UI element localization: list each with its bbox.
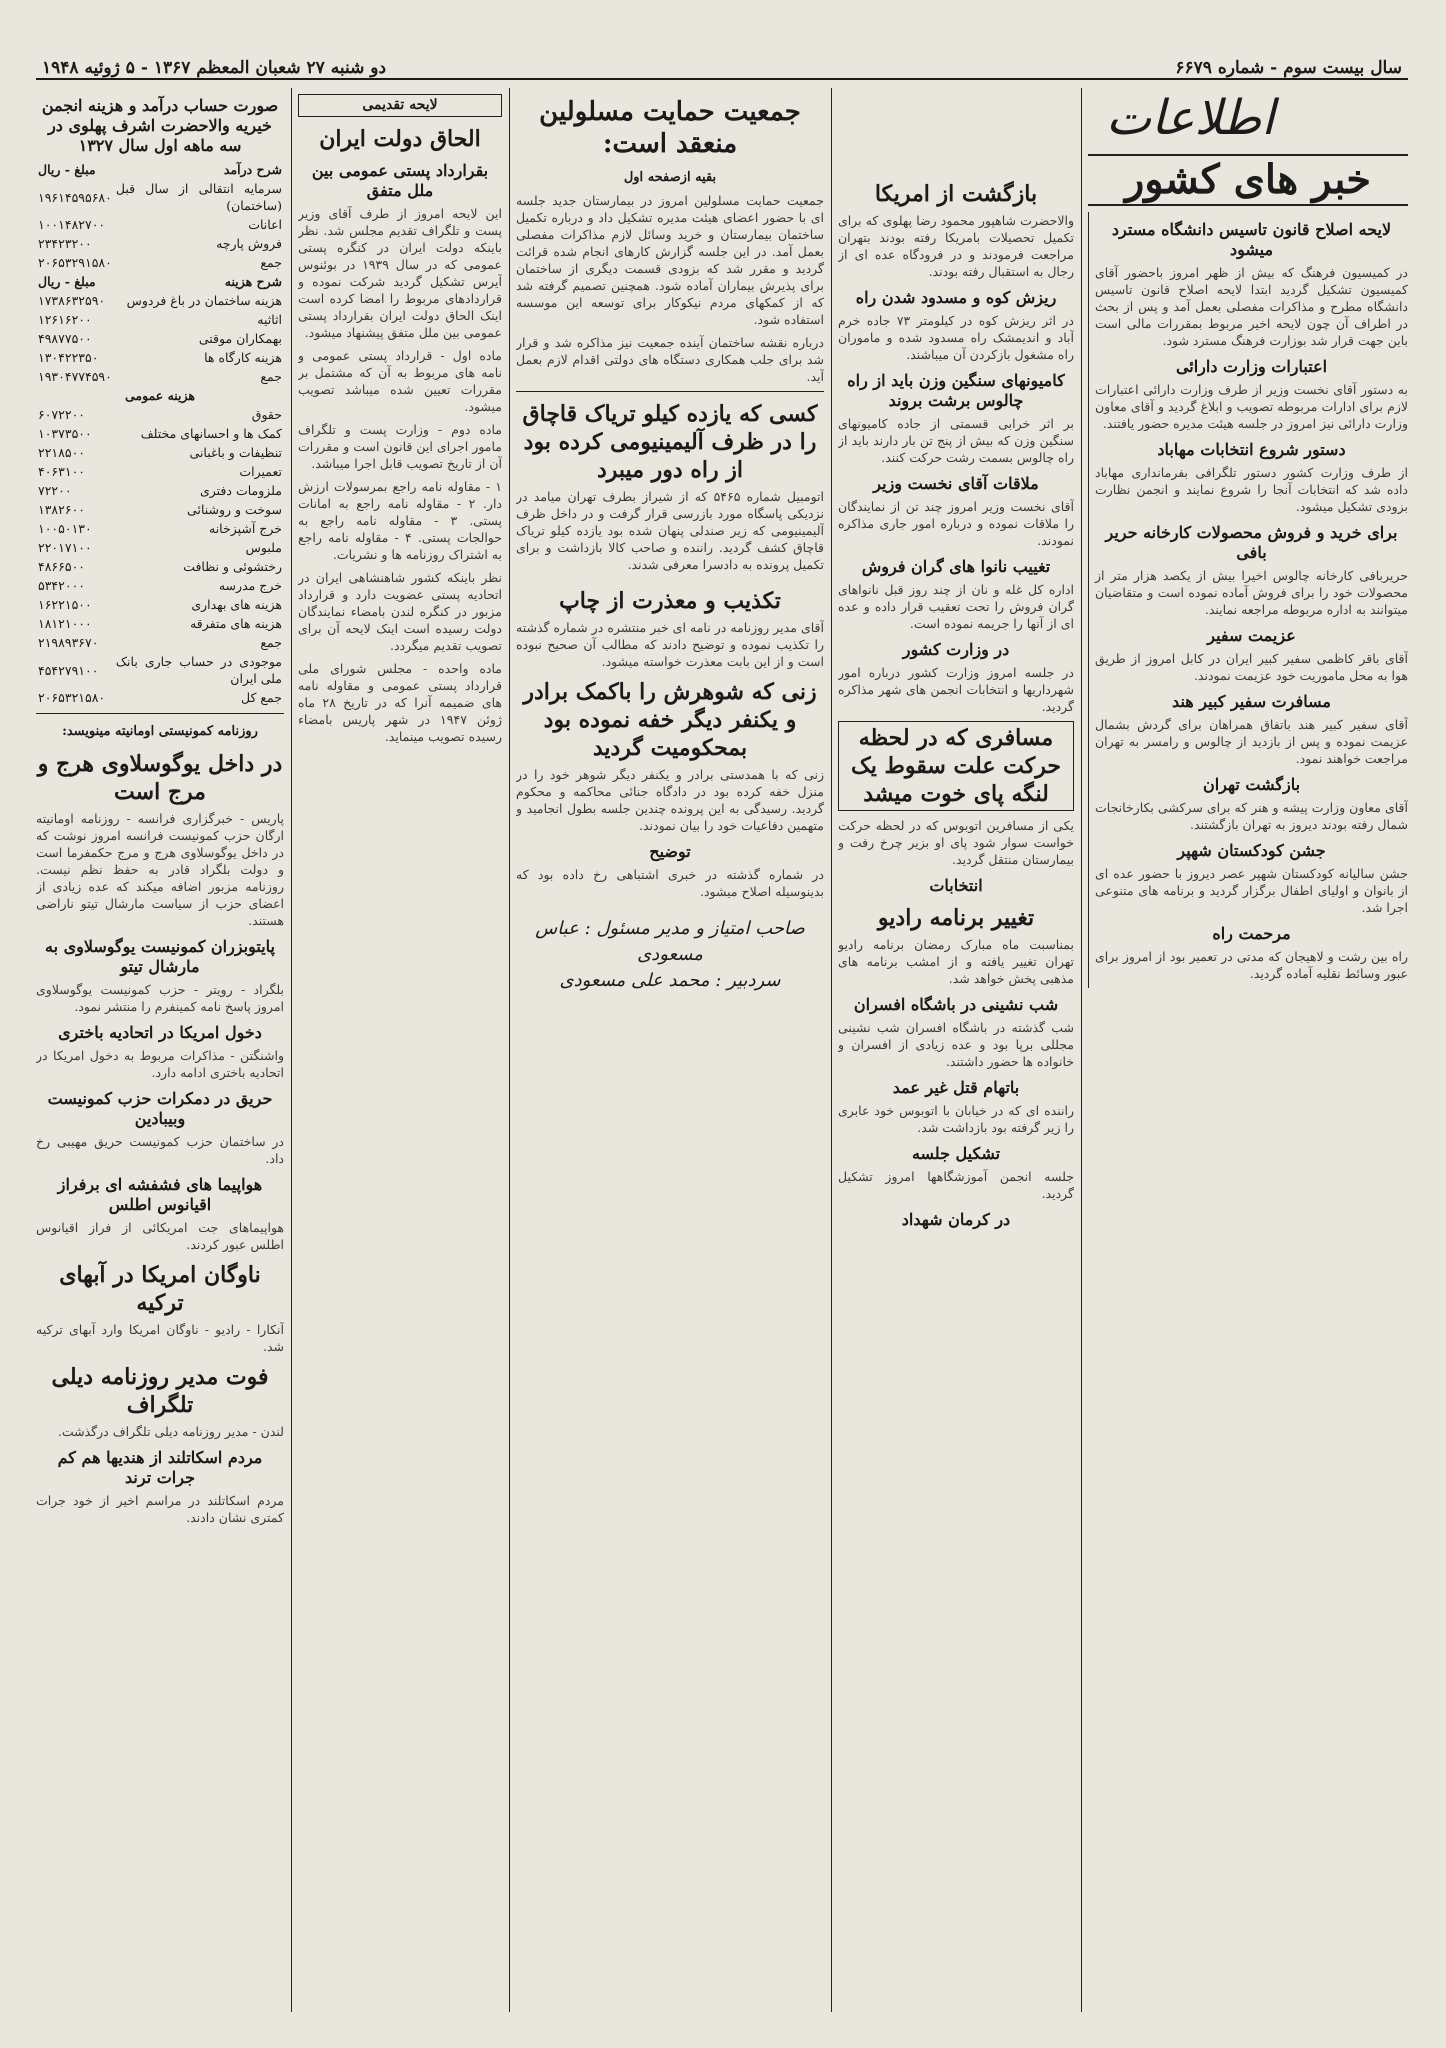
headline: مردم اسکاتلند از هندیها هم کم جرات ترند xyxy=(57,1448,263,1487)
col-news-3 xyxy=(516,88,824,2012)
article-text: ماده واحده - مجلس شورای ملی قرارداد پستی عمومی و مقاوله نامه های ضمیمه آنرا که در تاریخ ۲۸ ماه ژوئن ۱۹۴۷ در شهر پاریس بامضاء رسیده تصویب مینماید. xyxy=(298,661,502,744)
row-label: جمع xyxy=(260,369,282,384)
article-text: در کمیسیون فرهنگ که بیش از ظهر امروز باحضور آقای کمیسیون تشکیل گردید ابتدا لایحه اصلاح قانون تاسیس دانشگاه مطرح و مذاکرات مفصلی بعمل آمد و پس از بحث در اطراف آن چون لایحه اخیر مربوط بمقررات مالی است باین جهت قرار شد بوزارت فرهنگ مسترد شود. xyxy=(1095,265,1408,348)
section-banner: خبر های کشور xyxy=(1088,154,1408,206)
row-amount: ۴۹۸۷۷۵۰۰ xyxy=(38,331,92,346)
article-text: آقای باقر کاظمی سفیر کبیر ایران در کابل امروز از طریق هوا به محل ماموریت خود عزیمت نمودند. xyxy=(1095,651,1408,683)
table-row xyxy=(36,215,284,234)
column-rule xyxy=(1081,88,1082,2012)
statement-title: صورت حساب درآمد و هزینه انجمن خیریه والاحضرت اشرف پهلوی در سه ماهه اول سال ۱۳۲۷ xyxy=(41,96,279,155)
article-text: ۱ - مقاوله نامه راجع بمرسولات ارزش دار. ۲ - مقاوله نامه راجع به امانات پستی. ۳ - مقاوله نامه راجع به حوالجات پستی. ۴ - مقاوله نامه راجع به اشتراک روزنامه ها و نشریات. xyxy=(298,479,502,562)
headline: لایحه اصلاح قانون تاسیس دانشگاه مسترد میشود xyxy=(1111,220,1392,259)
column-rule xyxy=(509,88,510,2012)
table-row xyxy=(36,253,284,272)
kicker-box: لایحه تقدیمی xyxy=(298,94,502,117)
article-text: راننده ای که در خیابان با اتوبوس خود عابری را زیر گرفته بود بازداشت شد. xyxy=(838,1103,1074,1135)
headline: مسافری که در لحظه حرکت علت سقوط یک لنگه پای خوت میشد xyxy=(838,721,1074,811)
article-text: بر اثر خرابی قسمتی از جاده کامیونهای سنگین وزن که بیش از پنج تن بار دارند باید از راه چالوس بسمت رشت حرکت کنند. xyxy=(838,416,1074,465)
newspaper-page xyxy=(36,52,1408,2012)
date-line: دو شنبه ۲۷ شعبان المعظم ۱۳۶۷ - ۵ ژوئیه ۱۹۴۸ xyxy=(42,58,387,78)
row-label: اثاثیه xyxy=(257,312,282,327)
row-amount: ۱۹۳۰۴۷۷۴۵۹۰ xyxy=(38,369,112,384)
article-text: جلسه انجمن آموزشگاهها امروز تشکیل گردید. xyxy=(838,1169,1074,1201)
row-amount: ۴۵۴۲۷۹۱۰۰ xyxy=(38,662,99,678)
headline: ناوگان امریکا در آبهای ترکیه xyxy=(59,1262,261,1316)
headline: در داخل یوگوسلاوی هرج و مرج است xyxy=(37,751,283,805)
row-amount: ۵۳۴۲۰۰۰ xyxy=(38,578,85,593)
col-news-2 xyxy=(838,172,1074,2012)
headline: جشن کودکستان شهپر xyxy=(1177,841,1326,860)
row-label: هزینه ساختمان در باغ فردوس xyxy=(126,293,282,308)
headline: باتهام قتل غیر عمد xyxy=(892,1078,1020,1097)
continued-note: بقیه ازصفحه اول xyxy=(623,170,717,185)
article-text: والاحضرت شاهپور محمود رضا پهلوی که برای تکمیل تحصیلات بامریکا رفته بودند بتهران مراجعت فرمودند و در فرودگاه عده ای از رجال به استقبال رفته بودند. xyxy=(838,213,1074,279)
table-row xyxy=(36,179,284,215)
table-row xyxy=(36,688,284,707)
article-text: بلگراد - رویتر - حزب کمونیست یوگوسلاوی امروز پاسخ نامه کمینفرم را منتشر نمود. xyxy=(36,982,284,1014)
headline: مسافرت سفیر کبیر هند xyxy=(1172,692,1331,711)
headline: کسی که یازده کیلو تریاک قاچاق را در ظرف آلیمینیومی کرده بود از راه دور میبرد xyxy=(522,401,818,483)
row-label: کمک ها و احسانهای مختلف xyxy=(140,426,282,441)
article-text: اتومبیل شماره ۵۴۶۵ که از شیراز بطرف تهران میامد در نزدیکی پاسگاه مورد بازرسی قرار گرفت و در داخل ظرف آلیمینیومی که زیر صندلی پنهان شده بود یازده کیلو تریاک قاچاق کشف گردید. راننده و صاحب کالا بازداشت و برای تکمیل پرونده به دادسرا معرفی شدند. xyxy=(516,489,824,572)
article-text: جمعیت حمایت مسلولین امروز در بیمارستان جدید جلسه ای با حضور اعضای هیئت مدیره تشکیل داد و درباره تکمیل ساختمان بیمارستان و خرید وسائل لازم مذاکرات مفصلی بعمل آمد. در این جلسه گزارش کارهای انجام شده قرائت گردید و مقرر شد که بزودی قسمت دیگری از ساختمان برای پذیرش بیماران آماده شود. همچنین تصمیم گرفته شد که از کمکهای مردم نیکوکار برای توسعه این موسسه استفاده شود. xyxy=(516,193,824,327)
article-text: از طرف وزارت کشور دستور تلگرافی بفرمانداری مهاباد داده شد که انتخابات آنجا را شروع نمایند و انجمن نظارت بزودی تشکیل میشود. xyxy=(1095,465,1408,514)
headline: زنی که شوهرش را باکمک برادر و یکنفر دیگر خفه نموده بود بمحکومیت گردید xyxy=(523,679,817,761)
row-amount: ۲۱۹۸۹۳۶۷۰ xyxy=(38,635,99,650)
headline: تغییب نانوا های گران فروش xyxy=(861,557,1051,576)
headline: الحاق دولت ایران xyxy=(319,126,481,152)
table-row xyxy=(36,633,284,652)
headline: مرحمت راه xyxy=(1212,924,1291,943)
headline: عزیمت سفیر xyxy=(1207,626,1296,645)
row-label: حقوق xyxy=(251,407,282,422)
row-label: خرج مدرسه xyxy=(218,578,282,593)
row-amount: ۱۳۰۴۲۲۳۵۰ xyxy=(38,350,99,365)
row-label: هزینه کارگاه ها xyxy=(204,350,282,365)
editor-line: سردبیر : محمد علی مسعودی xyxy=(559,970,781,991)
article-text: اداره کل غله و نان از چند روز قبل نانواهای گران فروش را تحت تعقیب قرار داده و عده ای از آنها را جریمه نموده است. xyxy=(838,582,1074,631)
row-amount: ۱۹۶۱۴۵۹۵۶۸۰ xyxy=(38,189,112,205)
row-amount: ۶۰۷۲۲۰۰ xyxy=(38,407,85,422)
article-text: پاریس - خبرگزاری فرانسه - روزنامه اومانیته ارگان حزب کمونیست فرانسه امروز نوشت که در داخل یوگوسلاوی هرج و مرج حکمفرما است و دولت بلگراد قادر به حفظ نظم نیست. روزنامه مزبور اضافه میکند که عده زیادی از اعضای حزب از سیاست مارشال تیتو ناراضی هستند. xyxy=(36,811,284,928)
row-amount: ۲۲۰۱۷۱۰۰ xyxy=(38,540,92,555)
headline: دستور شروع انتخابات مهاباد xyxy=(1157,440,1346,459)
row-amount: ۷۲۲۰۰ xyxy=(38,483,72,498)
article-text: آقای نخست وزیر امروز چند تن از نمایندگان را ملاقات نموده و درباره امور جاری مذاکره نمودند. xyxy=(838,499,1074,548)
headline: اعتبارات وزارت دارائی xyxy=(1175,357,1328,376)
table-row xyxy=(36,291,284,310)
article-text: این لایحه امروز از طرف آقای وزیر پست و تلگراف تقدیم مجلس شد. نظر باینکه دولت ایران در کنگره پستی عمومی که در سال ۱۹۳۹ در بوئنوس آیرس تشکیل گردید شرکت نموده و قراردادهای مربوط را امضا کرده است اینک الحاق دولت ایران بقرارداد پستی عمومی بین ملل متفق پیشنهاد میشود. xyxy=(298,206,502,340)
table-row xyxy=(36,557,284,576)
article-text: در جلسه امروز وزارت کشور درباره امور شهرداریها و انتخابات انجمن های شهر مذاکره گردید. xyxy=(838,665,1074,714)
article-text: هواپیماهای جت امریکائی از فراز اقیانوس اطلس عبور کردند. xyxy=(36,1220,284,1252)
row-label: ملبوس xyxy=(245,540,282,555)
table-row xyxy=(36,614,284,633)
headline: دخول امریکا در اتحادیه باختری xyxy=(58,1023,262,1042)
row-amount: ۱۰۳۷۳۵۰۰ xyxy=(38,426,92,441)
row-amount: ۱۳۸۲۶۰۰ xyxy=(38,502,85,517)
column-rule xyxy=(831,88,832,2012)
row-amount: ۱۸۱۲۱۰۰۰ xyxy=(38,616,92,631)
table-row xyxy=(36,576,284,595)
table-row xyxy=(36,595,284,614)
row-label: اعانات xyxy=(248,217,282,232)
row-label: هزینه های متفرقه xyxy=(190,616,282,631)
table-row xyxy=(36,462,284,481)
table-row xyxy=(36,348,284,367)
kicker: روزنامه کمونیستی اومانیته مینویسد: xyxy=(62,724,258,739)
article-text: جشن سالیانه کودکستان شهپر عصر دیروز با حضور عده ای از بانوان و اولیای اطفال برگزار گردید و برنامه های متنوعی اجرا شد. xyxy=(1095,866,1408,915)
headline: جمعیت حمایت مسلولین منعقد است: xyxy=(539,97,801,159)
article-text: درباره نقشه ساختمان آینده جمعیت نیز مذاکره شد و قرار شد برای جلب همکاری دستگاه های دولتی اقدام لازم بعمل آید. xyxy=(516,335,824,384)
amount-head: مبلغ - ریال xyxy=(38,274,96,289)
table-row xyxy=(36,443,284,462)
row-label: تنظیفات و باغبانی xyxy=(189,445,282,460)
divider xyxy=(36,713,284,714)
date-bar xyxy=(36,52,1408,80)
amount-head: مبلغ - ریال xyxy=(38,162,96,177)
masthead-logo: اطلاعات xyxy=(1106,90,1275,146)
headline: بقرارداد پستی عمومی بین ملل متفق xyxy=(311,161,489,200)
row-label: سوخت و روشنائی xyxy=(187,502,282,517)
headline: بازگشت از امریکا xyxy=(874,181,1038,207)
row-amount: ۲۰۶۵۳۲۱۵۸۰ xyxy=(38,690,106,705)
article-text: به دستور آقای نخست وزیر از طرف وزارت دارائی اعتبارات لازم برای ادارات مربوطه تصویب و ابلاغ گردید و آقای معاون وزارت دارائی نیز امروز در جلسه هیئت مدیره حضور یافتند. xyxy=(1095,382,1408,431)
row-label: رختشوئی و نظافت xyxy=(183,559,282,574)
column-rule xyxy=(291,88,292,2012)
table-row xyxy=(36,405,284,424)
publisher-signature xyxy=(516,916,824,994)
article-text: شب گذشته در باشگاه افسران شب نشینی مجللی برپا بود و عده زیادی از افسران و خانواده ها حضور داشتند. xyxy=(838,1020,1074,1069)
divider xyxy=(516,391,824,392)
article-text: ماده دوم - وزارت پست و تلگراف مامور اجرای این قانون است و مقررات آن از تاریخ تصویب قابل اجرا میباشد. xyxy=(298,422,502,471)
headline: فوت مدیر روزنامه دیلی تلگراف xyxy=(51,1364,269,1418)
row-label: جمع xyxy=(260,635,282,650)
table-row xyxy=(36,367,284,386)
table-row xyxy=(36,424,284,443)
owner-line: صاحب امتیاز و مدیر مسئول : عباس مسعودی xyxy=(535,918,805,965)
headline: بازگشت تهران xyxy=(1202,775,1301,794)
col-bill xyxy=(298,88,502,2012)
general-head: هزینه عمومی xyxy=(124,388,196,403)
income-table xyxy=(36,160,284,707)
headline: کامیونهای سنگین وزن باید از راه چالوس برشت بروند xyxy=(847,371,1065,410)
headline: شب نشینی در باشگاه افسران xyxy=(853,995,1059,1014)
row-label: جمع کل xyxy=(241,690,282,705)
article-text: بمناسبت ماه مبارک رمضان برنامه رادیو تهران تغییر یافته و از امشب برنامه های مذهبی پخش خواهد شد. xyxy=(838,937,1074,986)
article-text: لندن - مدیر روزنامه دیلی تلگراف درگذشت. xyxy=(57,1424,284,1439)
headline: حریق در دمکرات حزب کمونیست وبیبادین xyxy=(47,1089,273,1128)
article-text: ماده اول - قرارداد پستی عمومی و نامه های مربوط به آن که مشتمل بر مقررات تعیین شده میباشد تصویب میشود. xyxy=(298,348,502,414)
row-label: موجودی در حساب جاری بانک ملی ایران xyxy=(115,654,282,686)
headline: تغییر برنامه رادیو xyxy=(877,905,1035,931)
article-text: یکی از مسافرین اتوبوس که در لحظه حرکت خواست سوار شود پای او بزیر چرخ رفت و بیمارستان منتقل گردید. xyxy=(838,818,1074,867)
row-amount: ۴۰۶۳۱۰۰ xyxy=(38,464,85,479)
row-amount: ۲۲۱۸۵۰۰ xyxy=(38,445,85,460)
headline: برای خرید و فروش محصولات کارخانه حریر بافی xyxy=(1105,523,1398,562)
article-text: آنکارا - رادیو - ناوگان امریکا وارد آبهای ترکیه شد. xyxy=(36,1322,284,1354)
col-foreign-news xyxy=(36,88,284,2012)
article-text: در اثر ریزش کوه در کیلومتر ۷۳ جاده خرم آباد و اندیمشک راه مسدود شده و ماموران راه مشغول بازکردن آن میباشند. xyxy=(838,313,1074,362)
table-row xyxy=(36,329,284,348)
row-amount: ۲۳۴۲۳۲۰۰ xyxy=(38,236,92,251)
table-row xyxy=(36,652,284,688)
headline: در وزارت کشور xyxy=(902,640,1010,659)
row-amount: ۱۶۲۲۱۵۰۰ xyxy=(38,597,92,612)
article-text: آقای معاون وزارت پیشه و هنر که برای سرکشی بکارخانجات شمال رفته بودند دیروز به تهران بازگشتند. xyxy=(1095,800,1408,832)
headline: تشکیل جلسه xyxy=(911,1144,1001,1163)
headline: ملاقات آقای نخست وزیر xyxy=(873,474,1039,493)
article-text: راه بین رشت و لاهیجان که مدتی در تعمیر بود از امروز برای عبور وسائط نقلیه آماده گردید. xyxy=(1095,949,1408,981)
headline: ریزش کوه و مسدود شدن راه xyxy=(855,288,1057,307)
issue-line: سال بیست سوم - شماره ۶۶۷۹ xyxy=(1175,58,1402,78)
article-text: واشنگتن - مذاکرات مربوط به دخول امریکا در اتحادیه باختری ادامه دارد. xyxy=(36,1048,284,1080)
headline: در کرمان شهداد xyxy=(901,1210,1011,1229)
article-text: در شماره گذشته در خبری اشتباهی رخ داده بود که بدینوسیله اصلاح میشود. xyxy=(516,867,824,899)
row-label: جمع xyxy=(260,255,282,270)
expense-head: شرح هزینه xyxy=(224,274,282,289)
row-label: بهمکاران موقتی xyxy=(198,331,282,346)
col-local-news xyxy=(1088,88,1408,2012)
article-text: در ساختمان حزب کمونیست حریق مهیبی رخ داد. xyxy=(36,1134,284,1166)
row-amount: ۱۷۳۸۶۳۲۵۹۰ xyxy=(38,293,106,308)
row-amount: ۲۰۶۵۳۲۹۱۵۸۰ xyxy=(38,255,112,270)
row-label: تعمیرات xyxy=(239,464,282,479)
income-head: شرح درآمد xyxy=(223,162,282,177)
headline: انتخابات xyxy=(929,876,983,895)
headline: تکذیب و معذرت از چاپ xyxy=(559,588,781,614)
headline: توضیح xyxy=(649,842,691,861)
row-label: سرمایه انتقالی از سال قبل (ساختمان) xyxy=(115,181,282,213)
table-row xyxy=(36,519,284,538)
row-label: فروش پارچه xyxy=(216,236,282,251)
row-label: هزینه های بهداری xyxy=(191,597,282,612)
row-amount: ۱۰۰۱۴۸۲۷۰۰ xyxy=(38,217,106,232)
table-row xyxy=(36,481,284,500)
headline: پایتوبزران کمونیست یوگوسلاوی به مارشال تیتو xyxy=(44,937,276,976)
article-text: آقای مدیر روزنامه در نامه ای خبر منتشره در شماره گذشته را تکذیب نموده و توضیح دادند که مطالب آن صحیح نبوده است و از این بابت معذرت خواسته میشود. xyxy=(516,620,824,669)
row-label: خرج آشپزخانه xyxy=(209,521,282,536)
headline: هواپیما های فشفشه ای برفراز اقیانوس اطلس xyxy=(57,1175,263,1214)
article-text: آقای سفیر کبیر هند باتفاق همراهان برای گردش بشمال عزیمت نموده و پس از بازدید از چالوس و رامسر به تهران مراجعت خواهند نمود. xyxy=(1095,717,1408,766)
row-label: ملزومات دفتری xyxy=(199,483,282,498)
article-text: زنی که با همدستی برادر و یکنفر دیگر شوهر خود را در منزل خفه کرده بود در دادگاه جنائی محاکمه و محکوم گردید. رسیدگی به این پرونده چندین جلسه بطول انجامید و متهمین دفاعیات خود را بیان نمودند. xyxy=(516,767,824,833)
article-text: حریربافی کارخانه چالوس اخیرا بیش از یکصد هزار متر از محصولات خود را برای فروش آماده نموده است و متقاضیان میتوانند به اداره مربوطه مراجعه نمایند. xyxy=(1095,568,1408,617)
row-amount: ۱۰۰۵۰۱۳۰ xyxy=(38,521,92,536)
table-row xyxy=(36,310,284,329)
article-text: مردم اسکاتلند در مراسم اخیر از خود جرات کمتری نشان دادند. xyxy=(36,1493,284,1525)
table-row xyxy=(36,500,284,519)
row-amount: ۴۸۶۶۵۰۰ xyxy=(38,559,85,574)
article-text: نظر باینکه کشور شاهنشاهی ایران در اتحادیه پستی عضویت دارد و قرارداد مزبور در کنگره لندن بامضاء نمایندگان دولت رسیده است اینک لایحه آن برای تصویب تقدیم میگردد. xyxy=(298,570,502,653)
row-amount: ۱۲۶۱۶۲۰۰ xyxy=(38,312,92,327)
table-row xyxy=(36,538,284,557)
table-row xyxy=(36,234,284,253)
